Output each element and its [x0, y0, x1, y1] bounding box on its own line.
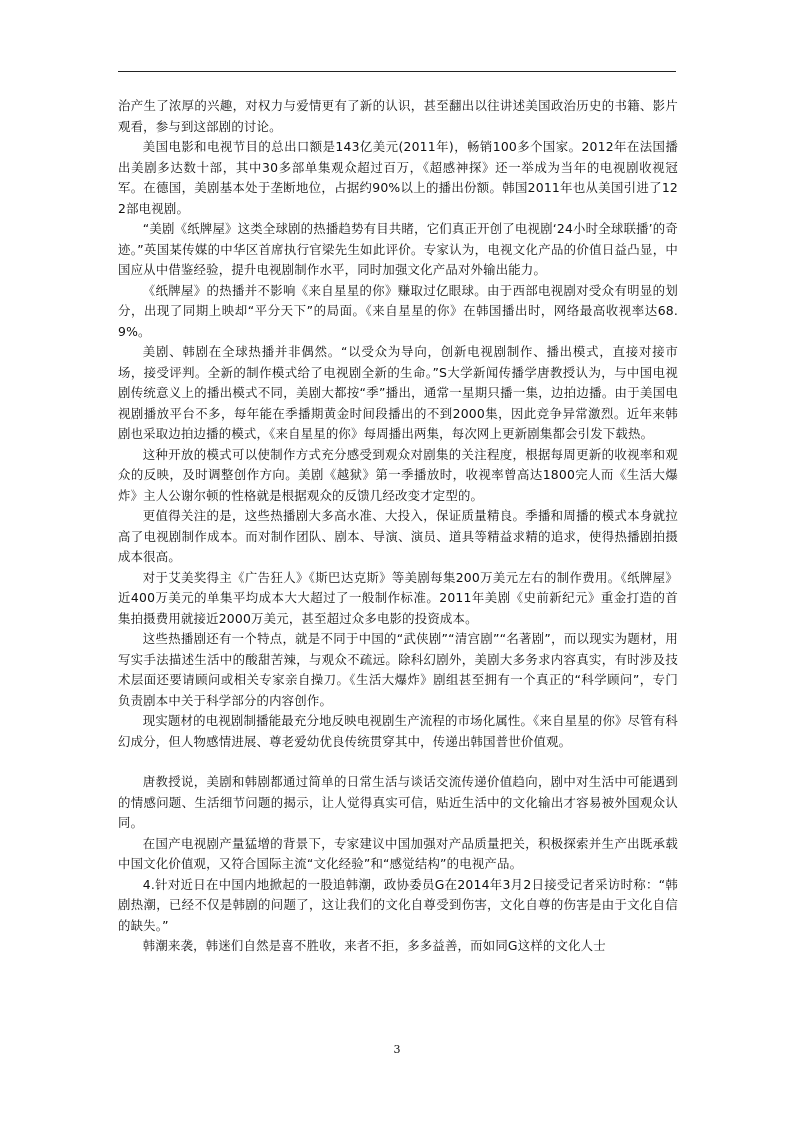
paragraph-12: 在国产电视剧产量猛增的背景下，专家建议中国加强对产品质量把关，积极探索并生产出既承载中国文化价值观，又符合国际主流“文化经验”和“感觉结构”的电视产品。 — [118, 835, 678, 871]
paragraph-14: 韩潮来袭，韩迷们自然是喜不胜收，来者不拒，多多益善，而如同G这样的文化人士 — [142, 938, 606, 953]
page-number: 3 — [393, 1043, 401, 1056]
paragraph-9: 这些热播剧还有一个特点，就是不同于中国的“武侠剧”“清宫剧”“名著剧”，而以现实为题材，用写实手法描述生活中的酸甜苦辣，与观众不疏远。除科幻剧外，美剧大多务求内容真实，有时涉及技术层面还要请顾问或相关专家亲自操刀。《生活大爆炸》剧组甚至拥有一个真正的“科学顾问”，专门负责剧本中关于科学部分的内容创作。 — [118, 631, 678, 708]
paragraph-13: 4.针对近日在中国内地掀起的一股追韩潮，政协委员G在2014年3月2日接受记者采访时称：“韩剧热潮，已经不仅是韩剧的问题了，这让我们的文化自尊受到伤害，文化自尊的伤害是由于文化自信的缺失。” — [118, 876, 678, 933]
header-rule — [118, 71, 676, 72]
paragraph-5: 美剧、韩剧在全球热播并非偶然。“以受众为导向，创新电视剧制作、播出模式，直接对接市场，接受评判。全新的制作模式给了电视剧全新的生命。”S大学新闻传播学唐教授认为，与中国电视剧传统意义上的播出模式不同，美剧大都按“季”播出，通常一星期只播一集，边拍边播。由于美国电视剧播放平台不多，每年能在季播期黄金时间段播出的不到2000集，因此竞争异常激烈。近年来韩剧也采取边拍边播的模式，《来自星星的你》每周播出两集，每次网上更新剧集都会引发下载热。 — [118, 344, 678, 441]
paragraph-8: 对于艾美奖得主《广告狂人》《斯巴达克斯》等美剧每集200万美元左右的制作费用。《纸牌屋》近400万美元的单集平均成本大大超过了一般制作标准。2011年美剧《史前新纪元》重金打造的首集拍摄费用就接近2000万美元，甚至超过众多电影的投资成本。 — [118, 569, 678, 626]
document-body — [118, 96, 678, 957]
paragraph-3: “美剧《纸牌屋》这类全球剧的热播趋势有目共睹，它们真正开创了电视剧‘24小时全球联播’的奇迹。”英国某传媒的中华区首席执行官梁先生如此评价。专家认为，电视文化产品的价值日益凸显，中国应从中借鉴经验，提升电视剧制作水平，同时加强文化产品对外输出能力。 — [118, 221, 678, 277]
paragraph-6: 这种开放的模式可以使制作方式充分感受到观众对剧集的关注程度，根据每周更新的收视率和观众的反映，及时调整创作方向。美剧《越狱》第一季播放时，收视率曾高达1800完人而《生活大爆炸》主人公谢尔顿的性格就是根据观众的反馈几经改变才定型的。 — [118, 446, 678, 503]
paragraph-gap — [118, 752, 678, 772]
paragraph-4: 《纸牌屋》的热播并不影响《来自星星的你》赚取过亿眼球。由于西部电视剧对受众有明显的划分，出现了同期上映却“平分天下”的局面。《来自星星的你》在韩国播出时，网络最高收视率达68.9%。 — [118, 282, 678, 339]
paragraph-11: 唐教授说，美剧和韩剧都通过简单的日常生活与谈话交流传递价值趋向，剧中对生活中可能遇到的情感问题、生活细节问题的揭示，让人觉得真实可信，贴近生活中的文化输出才容易被外国观众认同。 — [118, 774, 678, 830]
paragraph-10: 现实题材的电视剧制播能最充分地反映电视剧生产流程的市场化属性。《来自星星的你》尽管有科幻成分，但人物感情进展、尊老爱幼优良传统贯穿其中，传递出韩国普世价值观。 — [118, 713, 678, 749]
paragraph-7: 更值得关注的是，这些热播剧大多高水准、大投入，保证质量精良。季播和周播的模式本身就拉高了电视剧制作成本。而对制作团队、剧本、导演、演员、道具等精益求精的追求，使得热播剧拍摄成本很高。 — [118, 508, 678, 564]
paragraph-2: 美国电影和电视节目的总出口额是143亿美元(2011年)，畅销100多个国家。2012年在法国播出美剧多达数十部，其中30多部单集观众超过百万，《超感神探》还一举成为当年的电视剧收视冠军。在德国，美剧基本处于垄断地位，占据约90%以上的播出份额。韩国2011年也从美国引进了122部电视剧。 — [118, 139, 678, 216]
paragraph-1: 治产生了浓厚的兴趣，对权力与爱情更有了新的认识，甚至翻出以往讲述美国政治历史的书籍、影片观看，参与到这部剧的讨论。 — [118, 98, 678, 134]
